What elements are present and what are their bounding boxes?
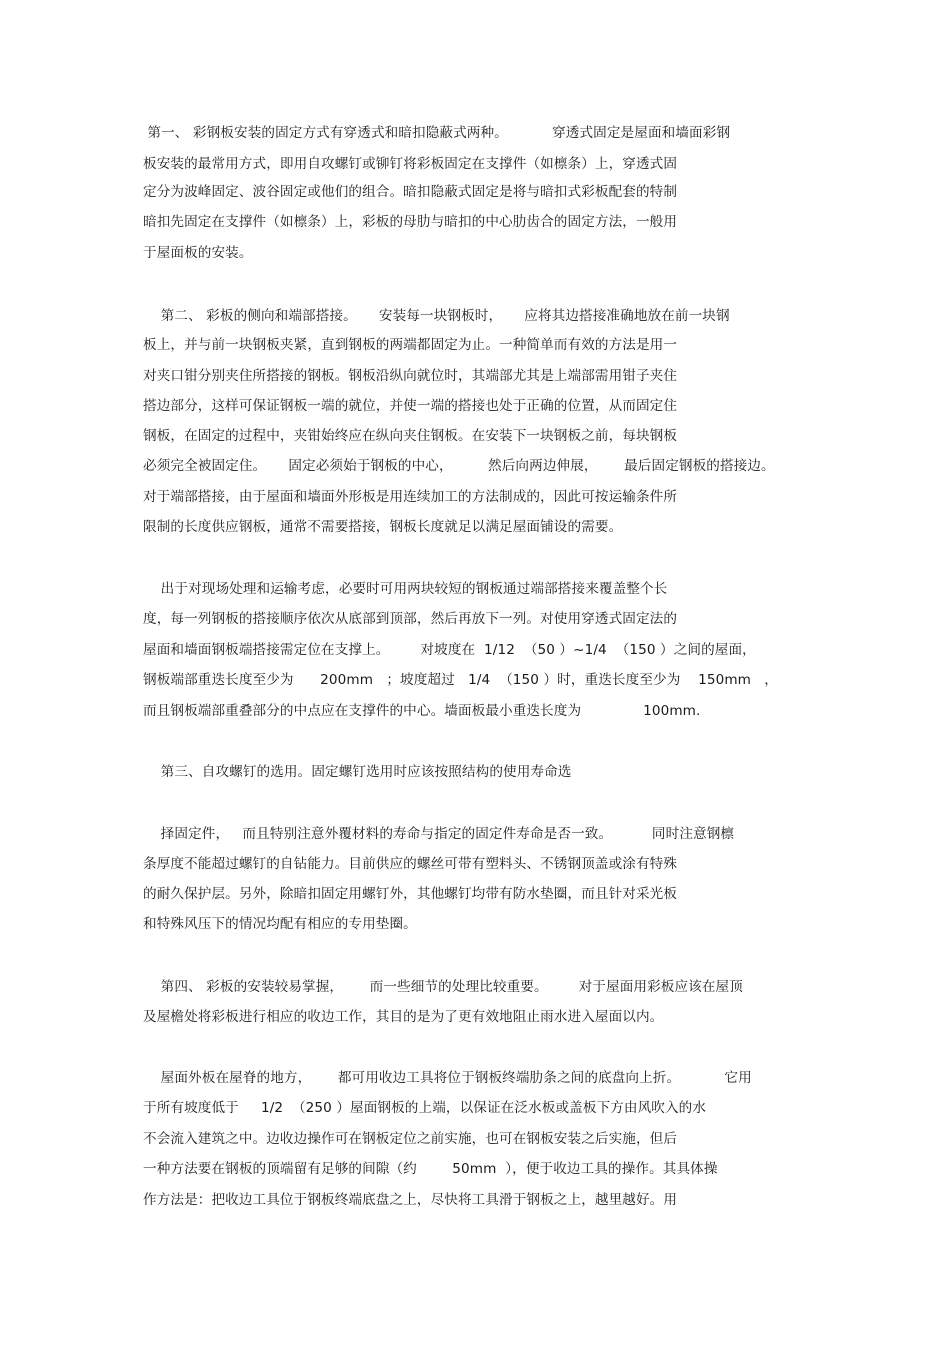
text-line: 限制的长度供应钢板，通常不需要搭接，钢板长度就足以满足屋面铺设的需要。	[143, 519, 623, 535]
text-line: 条厚度不能超过螺钉的自钻能力。目前供应的螺丝可带有塑料头、不锈钢顶盖或涂有特殊	[143, 856, 678, 872]
text-line: 板安装的最常用方式，即用自攻螺钉或铆钉将彩板固定在支撑件（如檩条）上，穿透式固	[143, 156, 678, 172]
text-line: 而且钢板端部重叠部分的中点应在支撑件的中心。墙面板最小重迭长度为 100mm.	[143, 703, 701, 719]
text-line: 度，每一列钢板的搭接顺序依次从底部到顶部，然后再放下一列。对使用穿透式固定法的	[143, 611, 678, 627]
text-line: 和特殊风压下的情况均配有相应的专用垫圈。	[143, 916, 417, 932]
text-line: 定分为波峰固定、波谷固定或他们的组合。暗扣隐蔽式固定是将与暗扣式彩板配套的特制	[143, 184, 678, 200]
text-line: 钢板端部重迭长度至少为 200mm ；坡度超过 1/4 （150 ）时，重迭长度至少为 150mm ，	[143, 672, 778, 688]
text-line: 屋面外板在屋脊的地方， 都可用收边工具将位于钢板终端肋条之间的底盘向上折。 它用	[143, 1070, 752, 1086]
text-line: 第三、自攻螺钉的选用。固定螺钉选用时应该按照结构的使用寿命选	[143, 764, 572, 780]
text-line: 第四、 彩板的安装较易掌握， 而一些细节的处理比较重要。 对于屋面用彩板应该在屋顶	[143, 979, 743, 995]
text-line: 屋面和墙面钢板端搭接需定位在支撑上。 对坡度在 1/12 （50 ）~1/4 （150 ）之间的屋面，	[143, 642, 756, 658]
text-line: 于屋面板的安装。	[143, 245, 253, 261]
text-line: 不会流入建筑之中。边收边操作可在钢板定位之前实施，也可在钢板安装之后实施，但后	[143, 1131, 678, 1147]
text-line: 于所有坡度低于 1/2 （250 ）屋面钢板的上端，以保证在泛水板或盖板下方由风吹入的水	[143, 1100, 707, 1116]
text-line: 一种方法要在钢板的顶端留有足够的间隙（约 50mm ），便于收边工具的操作。其具体操	[143, 1161, 718, 1177]
text-line: 暗扣先固定在支撑件（如檩条）上，彩板的母肋与暗扣的中心肋齿合的固定方法，一般用	[143, 214, 678, 230]
text-line: 对夹口钳分别夹住所搭接的钢板。钢板沿纵向就位时，其端部尤其是上端部需用钳子夹住	[143, 368, 678, 384]
text-line: 择固定件， 而且特别注意外覆材料的寿命与指定的固定件寿命是否一致。 同时注意钢檩	[143, 826, 735, 842]
text-line: 第二、 彩板的侧向和端部搭接。 安装每一块钢板时， 应将其边搭接准确地放在前一块钢	[143, 308, 730, 324]
text-line: 的耐久保护层。另外，除暗扣固定用螺钉外，其他螺钉均带有防水垫圈，而且针对采光板	[143, 886, 678, 902]
text-line: 必须完全被固定住。 固定必须始于钢板的中心， 然后向两边伸展， 最后固定钢板的搭接边。	[143, 458, 775, 474]
text-line: 作方法是：把收边工具位于钢板终端底盘之上，尽快将工具滑于钢板之上，越里越好。用	[143, 1192, 678, 1208]
text-line: 出于对现场处理和运输考虑，必要时可用两块较短的钢板通过端部搭接来覆盖整个长	[143, 581, 668, 597]
text-line: 搭边部分，这样可保证钢板一端的就位，并使一端的搭接也处于正确的位置，从而固定住	[143, 398, 678, 414]
text-line: 及屋檐处将彩板进行相应的收边工作，其目的是为了更有效地阻止雨水进入屋面以内。	[143, 1009, 664, 1025]
text-line: 板上，并与前一块钢板夹紧，直到钢板的两端都固定为止。一种简单而有效的方法是用一	[143, 337, 678, 353]
text-line: 对于端部搭接，由于屋面和墙面外形板是用连续加工的方法制成的，因此可按运输条件所	[143, 489, 678, 505]
text-line: 第一、 彩钢板安装的固定方式有穿透式和暗扣隐蔽式两种。 穿透式固定是屋面和墙面彩钢	[143, 125, 731, 141]
text-line: 钢板，在固定的过程中，夹钳始终应在纵向夹住钢板。在安装下一块钢板之前，每块钢板	[143, 428, 678, 444]
